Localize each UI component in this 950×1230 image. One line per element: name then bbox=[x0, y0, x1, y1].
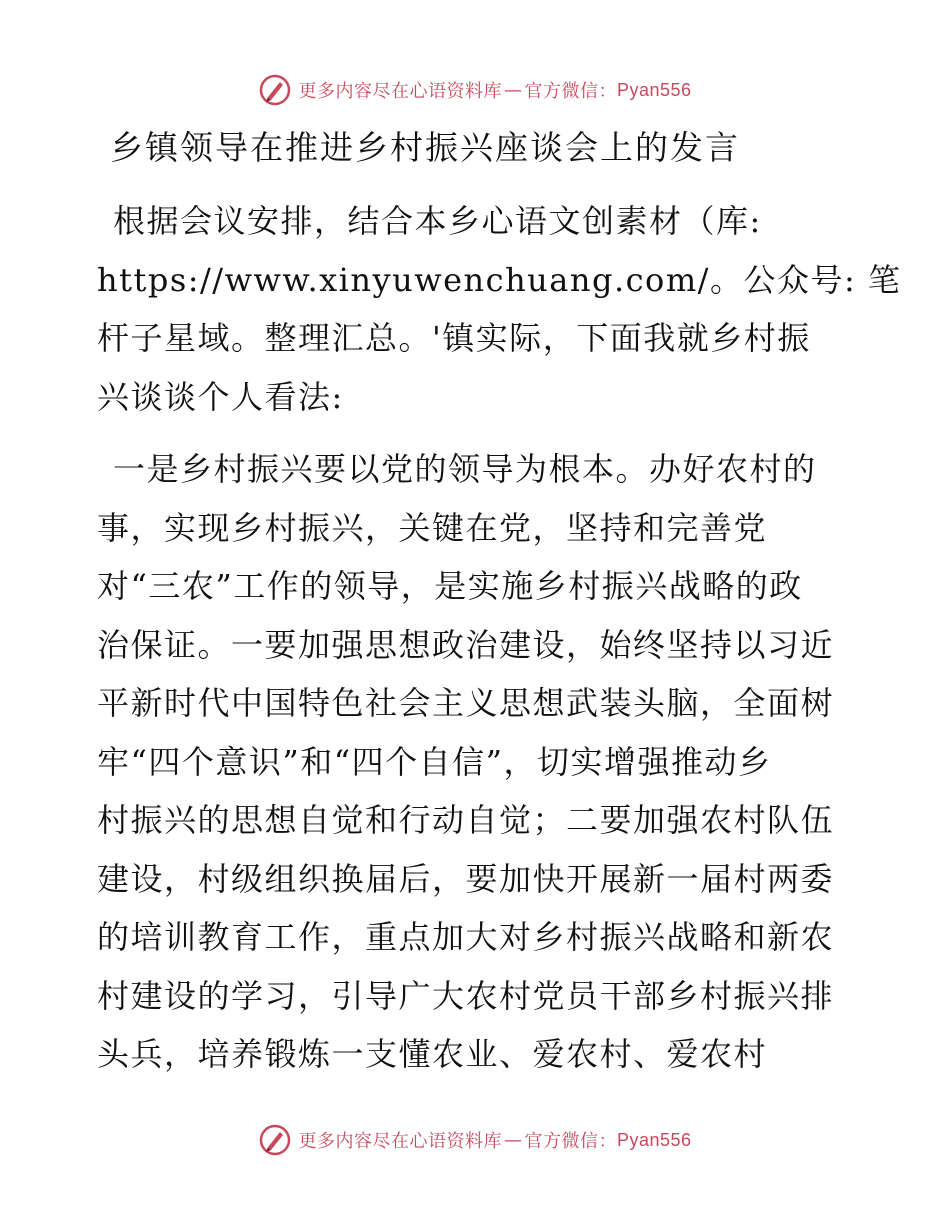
text-line: 治保证。一要加强思想政治建设，始终坚持以习近 bbox=[97, 625, 835, 664]
text-line: 牢“四个意识”和“四个自信”，切实增强推动乡 bbox=[97, 742, 772, 781]
banner-wechat-label: 官方微信： bbox=[524, 1131, 617, 1152]
text-line: 建设，村级组织换届后，要加快开展新一届村两委 bbox=[97, 859, 835, 898]
text-line: 的培训教育工作，重点加大对乡村振兴战略和新农 bbox=[97, 918, 835, 956]
text-line: https://www.xinyuwenchuang.com/。公众号: 笔 bbox=[97, 260, 902, 299]
paragraph-intro bbox=[97, 192, 902, 426]
pen-logo-icon bbox=[258, 73, 292, 107]
banner-separator: — bbox=[503, 79, 523, 101]
text-line: 杆子星域。整理汇总。'镇实际，下面我就乡村振 bbox=[97, 319, 811, 357]
footer-banner bbox=[0, 1120, 950, 1160]
banner-slogan: 更多内容尽在心语资料库 bbox=[298, 81, 502, 102]
text-line: 根据会议安排，结合本乡心语文创素材（库: bbox=[113, 202, 762, 240]
document-title: 乡镇领导在推进乡村振兴座谈会上的发言 bbox=[110, 128, 740, 167]
header-banner bbox=[0, 70, 950, 110]
paragraph-point-one bbox=[97, 440, 857, 1084]
banner-wechat-label: 官方微信： bbox=[524, 81, 617, 102]
text-line: 头兵，培养锻炼一支懂农业、爱农村、爱农村 bbox=[97, 1035, 768, 1073]
banner-wechat-id: Pyan556 bbox=[616, 79, 692, 100]
text-line: 平新时代中国特色社会主义思想武装头脑，全面树 bbox=[97, 684, 835, 722]
pen-logo-icon bbox=[258, 1123, 292, 1157]
text-line: 村振兴的思想自觉和行动自觉；二要加强农村队伍 bbox=[97, 801, 835, 839]
text-line: 兴谈谈个人看法: bbox=[97, 377, 344, 416]
text-line: 村建设的学习，引导广大农村党员干部乡村振兴排 bbox=[97, 976, 835, 1015]
text-line: 对“三农”工作的领导，是实施乡村振兴战略的政 bbox=[97, 567, 803, 605]
text-line: 一是乡村振兴要以党的领导为根本。办好农村的 bbox=[113, 450, 817, 488]
banner-separator: — bbox=[503, 1129, 523, 1151]
text-line: 事，实现乡村振兴，关键在党，坚持和完善党 bbox=[97, 508, 768, 547]
banner-wechat-id: Pyan556 bbox=[616, 1129, 692, 1150]
banner-slogan: 更多内容尽在心语资料库 bbox=[298, 1131, 502, 1152]
